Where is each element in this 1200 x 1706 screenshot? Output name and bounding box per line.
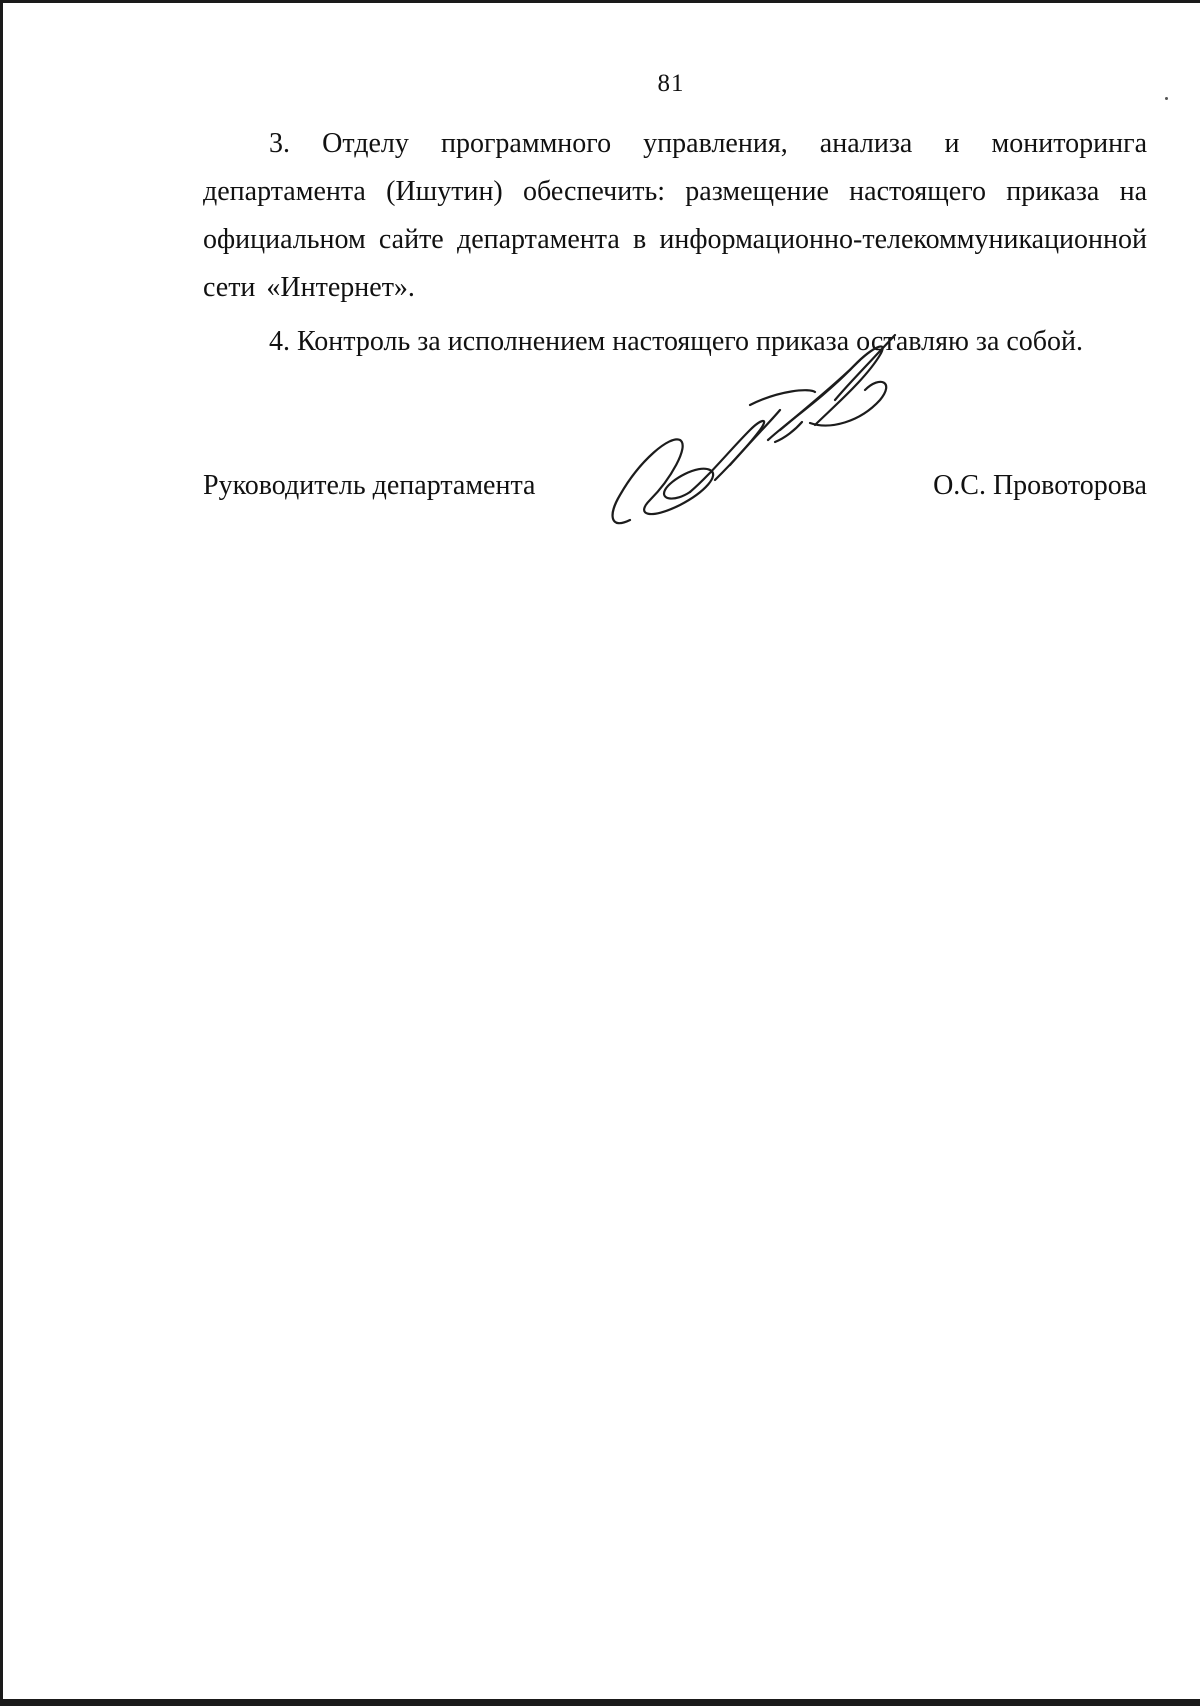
handwritten-signature <box>610 330 950 540</box>
signatory-title: Руководитель департамента <box>203 470 536 501</box>
paragraph-3: 3. Отделу программного управления, анализа и мониторинга департамента (Ишутин) обеспечить: размещение настоящего приказа на официальном сайте департамента в информационно-телекоммуникационной сети «Интернет». <box>203 128 1147 303</box>
scan-edge-bottom <box>0 1699 1200 1706</box>
scan-speck <box>1165 97 1168 100</box>
paragraph-4: 4. Контроль за исполнением настоящего приказа оставляю за собой. <box>269 326 1084 357</box>
signatory-name: О.С. Провоторова <box>933 470 1147 501</box>
page-number: 81 <box>657 70 685 97</box>
scan-edge-top <box>0 0 1200 3</box>
scan-edge-left <box>0 0 3 1706</box>
